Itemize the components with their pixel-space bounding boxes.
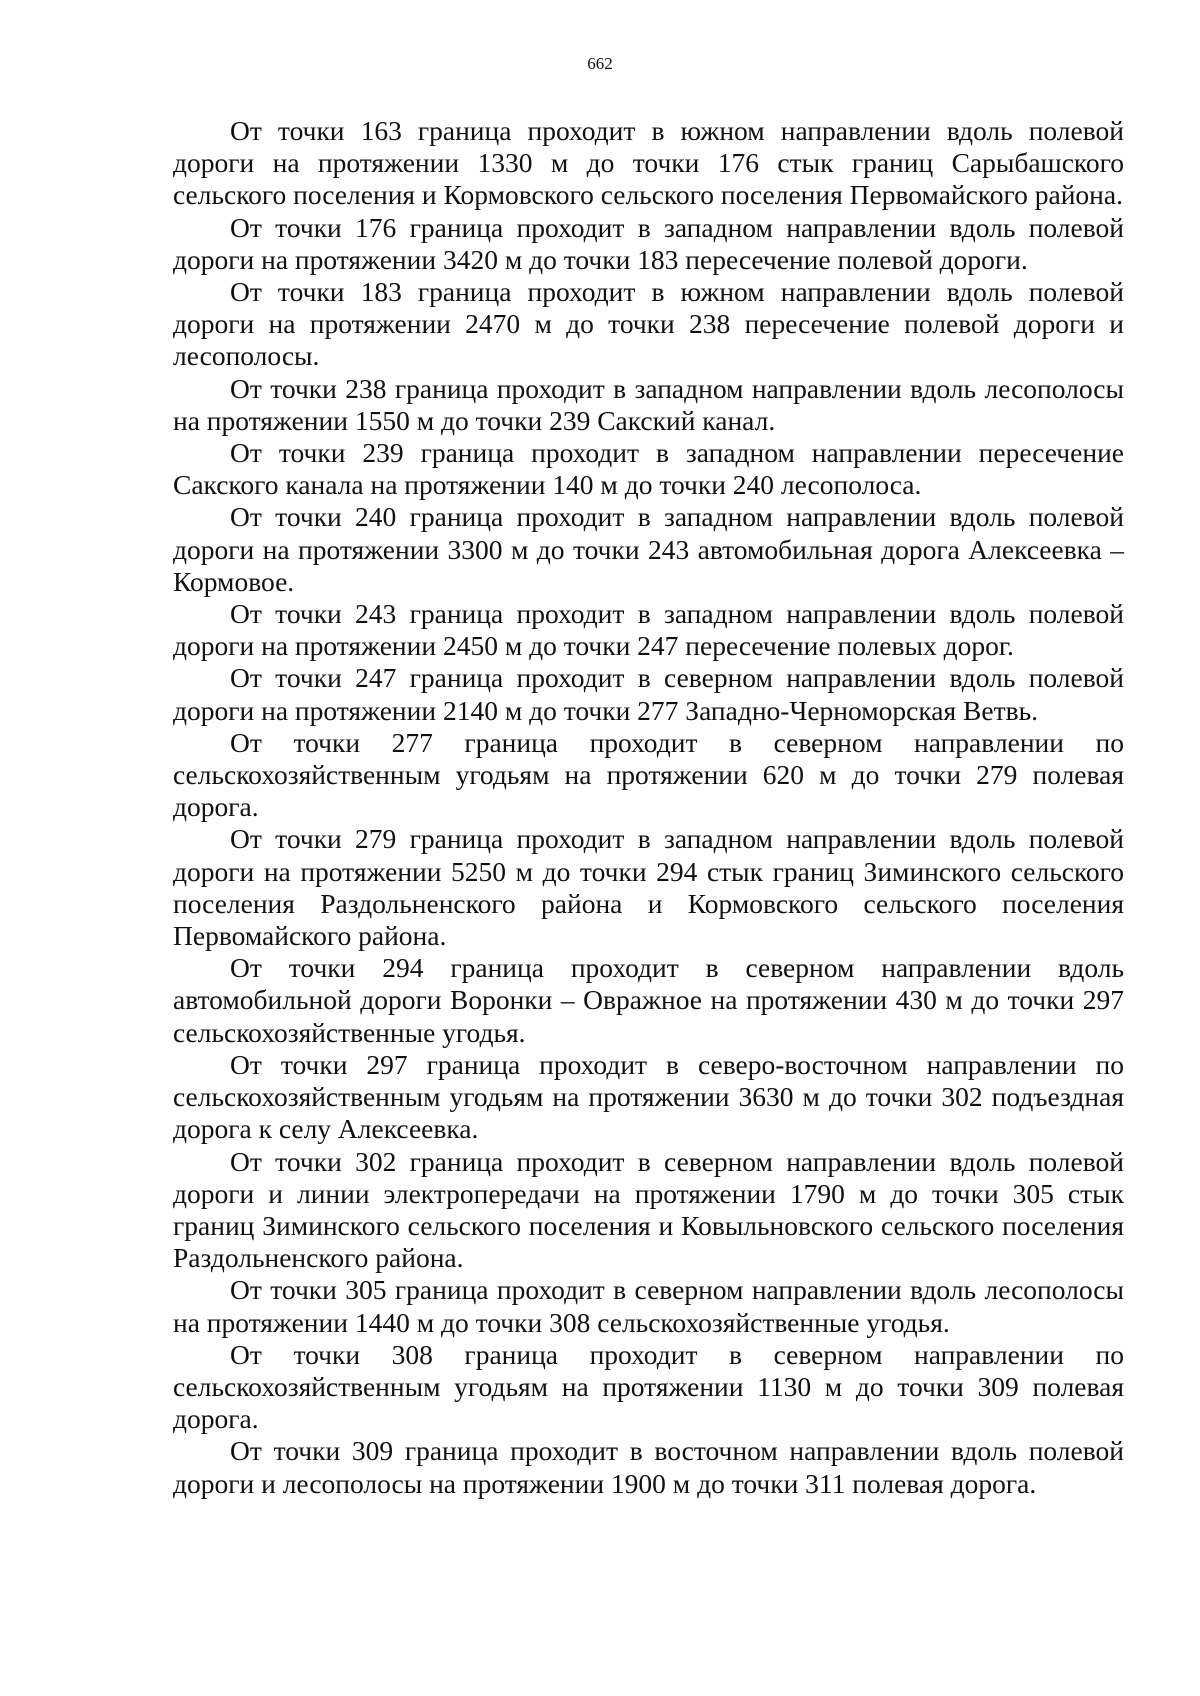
paragraph: От точки 247 граница проходит в северном направлении вдоль полевой дороги на протяжении 2140 м до точки 277 Западно-Черноморская Ветвь. — [173, 662, 1124, 726]
paragraph: От точки 277 граница проходит в северном направлении по сельскохозяйственным угодьям на протяжении 620 м до точки 279 полевая дорога. — [173, 726, 1124, 823]
paragraph: От точки 294 граница проходит в северном направлении вдоль автомобильной дороги Воронки – Овражное на протяжении 430 м до точки 297 сельскохозяйственные угодья. — [173, 952, 1124, 1048]
document-body — [173, 115, 1124, 1500]
paragraph: От точки 240 граница проходит в западном направлении вдоль полевой дороги на протяжении 3300 м до точки 243 автомобильная дорога Алексеевка – Кормовое. — [173, 501, 1124, 597]
paragraph: От точки 305 граница проходит в северном направлении вдоль лесополосы на протяжении 1440 м до точки 308 сельскохозяйственные угодья. — [173, 1274, 1124, 1338]
paragraph: От точки 176 граница проходит в западном направлении вдоль полевой дороги на протяжении 3420 м до точки 183 пересечение полевой дороги. — [173, 211, 1124, 275]
paragraph: От точки 183 граница проходит в южном направлении вдоль полевой дороги на протяжении 2470 м до точки 238 пересечение полевой дороги и лесополосы. — [173, 276, 1124, 372]
paragraph: От точки 302 граница проходит в северном направлении вдоль полевой дороги и линии электропередачи на протяжении 1790 м до точки 305 стык границ Зиминского сельского поселения и Ковыльновского сельского поселения Раздольненского района. — [173, 1145, 1124, 1274]
paragraph: От точки 309 граница проходит в восточном направлении вдоль полевой дороги и лесополосы на протяжении 1900 м до точки 311 полевая дорога. — [173, 1435, 1124, 1499]
paragraph: От точки 243 граница проходит в западном направлении вдоль полевой дороги на протяжении 2450 м до точки 247 пересечение полевых дорог. — [173, 598, 1124, 662]
paragraph: От точки 238 граница проходит в западном направлении вдоль лесополосы на протяжении 1550 м до точки 239 Сакский канал. — [173, 372, 1124, 436]
paragraph: От точки 297 граница проходит в северо-восточном направлении по сельскохозяйственным угодьям на протяжении 3630 м до точки 302 подъездная дорога к селу Алексеевка. — [173, 1048, 1124, 1145]
page-number: 662 — [587, 54, 613, 73]
paragraph: От точки 239 граница проходит в западном направлении пересечение Сакского канала на протяжении 140 м до точки 240 лесополоса. — [173, 437, 1124, 501]
paragraph: От точки 308 граница проходит в северном направлении по сельскохозяйственным угодьям на протяжении 1130 м до точки 309 полевая дорога. — [173, 1338, 1124, 1435]
paragraph: От точки 279 граница проходит в западном направлении вдоль полевой дороги на протяжении 5250 м до точки 294 стык границ Зиминского сельского поселения Раздольненского района и Кормовского сельского поселения Первомайского района. — [173, 823, 1124, 952]
paragraph: От точки 163 граница проходит в южном направлении вдоль полевой дороги на протяжении 1330 м до точки 176 стык границ Сарыбашского сельского поселения и Кормовского сельского поселения Первомайского района. — [173, 115, 1124, 211]
